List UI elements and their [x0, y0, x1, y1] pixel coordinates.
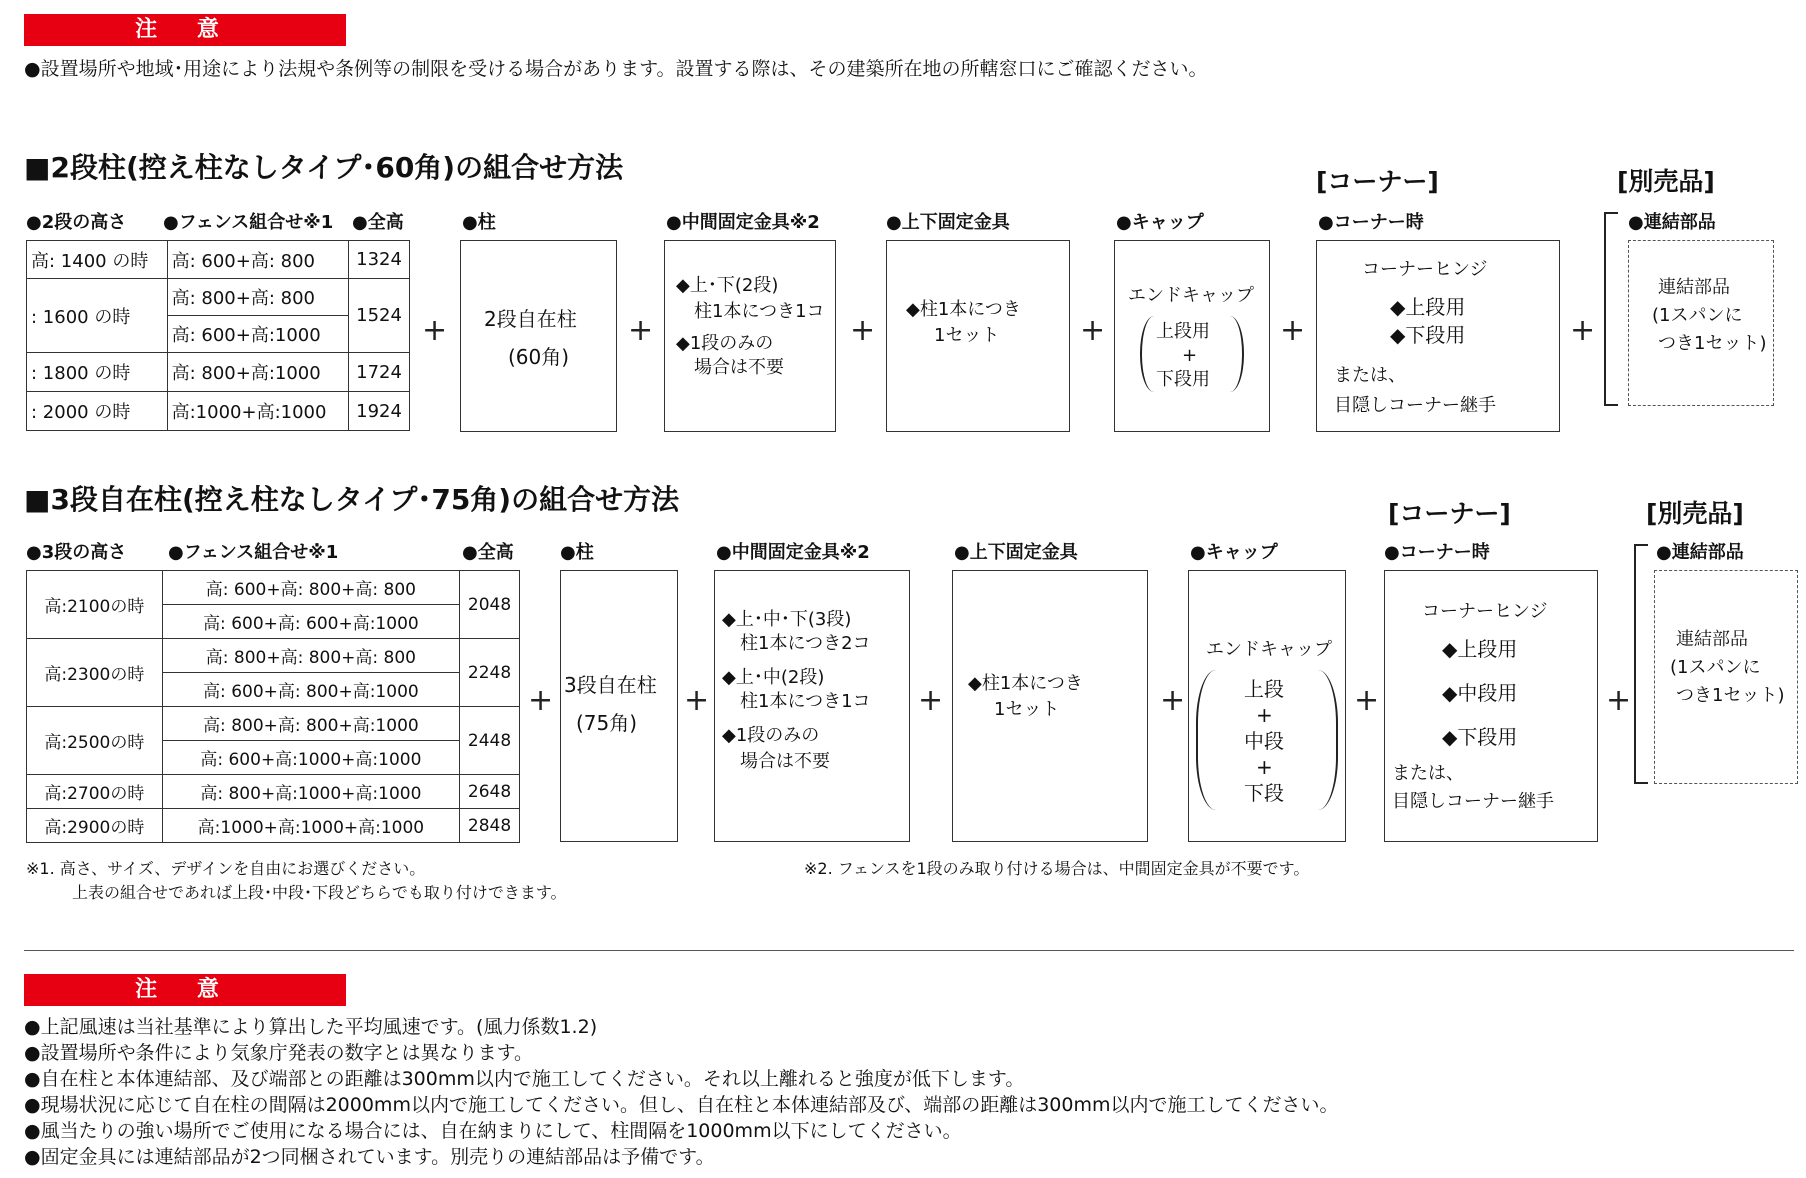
- mid-box-l6: 場合は不要: [740, 751, 830, 772]
- link-box-l3: つき1セット): [1676, 685, 1785, 706]
- section2-corner-heading: [コーナー]: [1316, 167, 1439, 196]
- corner-box-l3: ◆下段用: [1442, 725, 1518, 749]
- mid-box-l2: 柱1本につき2コ: [740, 633, 871, 654]
- link-bracket: [1604, 212, 1618, 406]
- table-row: [27, 241, 410, 279]
- post-box: [460, 240, 617, 432]
- table-row: [27, 775, 520, 809]
- fence-cell: 高: 600+高:1000+高:1000: [162, 741, 459, 775]
- label-corner: ●コーナー時: [1318, 212, 1424, 233]
- table-row: [27, 353, 410, 392]
- mid-box-l5: ◆1段のみの: [722, 725, 820, 746]
- notice-line: ●自在柱と本体連結部、及び端部との距離は300mm以内で施工してください。それ以上離れると強度が低下します。: [24, 1068, 1025, 1090]
- fence-cell: 高: 800+高: 800+高: 800: [162, 639, 459, 673]
- corner-box-l3: または、: [1334, 365, 1406, 386]
- table-row: [27, 707, 520, 741]
- link-box-l3: つき1セット): [1658, 333, 1767, 354]
- mid-box-l4: 場合は不要: [694, 357, 784, 378]
- footnote-1b: 上表の組合せであれば上段･中段･下段どちらでも取り付けできます。: [72, 883, 567, 902]
- updown-box-l2: 1セット: [934, 325, 1000, 346]
- label-corner: ●コーナー時: [1384, 542, 1490, 563]
- label-updown-bracket: ●上下固定金具: [886, 212, 1010, 233]
- total-cell: 2248: [460, 639, 520, 707]
- notice-line: ●現場状況に応じて自在柱の間隔は2000mm以内で施工してください。但し、自在柱と本体連結部及び、端部の距離は300mm以内で施工してください。: [24, 1094, 1339, 1116]
- plus-sign: +: [1080, 313, 1106, 348]
- mid-box-l3: ◆上･中(2段): [722, 667, 825, 688]
- section3-combo-table: [26, 570, 520, 843]
- height-cell: 高:2500の時: [27, 707, 163, 775]
- total-cell: 1724: [349, 353, 410, 392]
- mid-box-l3: ◆1段のみの: [676, 333, 774, 354]
- height-cell: : 1800 の時: [27, 353, 168, 392]
- fence-cell: 高: 600+高:1000: [167, 316, 349, 353]
- table-row: [27, 639, 520, 673]
- label-fence: ●フェンス組合せ※1: [168, 542, 339, 563]
- post-box: [560, 570, 678, 842]
- corner-box-title: コーナーヒンジ: [1422, 601, 1548, 622]
- plus-sign: +: [1280, 313, 1306, 348]
- fence-cell: 高: 800+高:1000+高:1000: [162, 775, 459, 809]
- corner-box-l1: ◆上段用: [1390, 295, 1466, 319]
- plus-sign: +: [684, 683, 710, 718]
- link-box-l2: (1スパンに: [1670, 657, 1761, 678]
- height-cell: 高:2900の時: [27, 809, 163, 843]
- updown-box-l1: ◆柱1本につき: [968, 673, 1083, 694]
- cap-box-l4: +: [1256, 755, 1273, 779]
- label-post: ●柱: [560, 542, 594, 563]
- section3-corner-heading: [コーナー]: [1388, 499, 1511, 528]
- section2-combo-table: [26, 240, 410, 431]
- table-row: [27, 279, 410, 316]
- label-height: ●2段の高さ: [26, 212, 127, 233]
- corner-box-l1: ◆上段用: [1442, 637, 1518, 661]
- footnote-1a: ※1. 高さ、サイズ、デザインを自由にお選びください。: [26, 859, 426, 878]
- fence-cell: 高: 800+高: 800+高:1000: [162, 707, 459, 741]
- corner-box-title: コーナーヒンジ: [1362, 259, 1488, 280]
- link-bracket: [1634, 544, 1648, 784]
- plus-sign: +: [1160, 683, 1186, 718]
- footnote-2: ※2. フェンスを1段のみ取り付ける場合は、中間固定金具が不要です。: [804, 859, 1310, 878]
- fence-cell: 高: 600+高: 600+高:1000: [162, 605, 459, 639]
- plus-sign: +: [528, 683, 554, 718]
- post-box-line1: 3段自在柱: [564, 673, 657, 697]
- notice-line: ●風当たりの強い場所でご使用になる場合には、自在納まりにして、柱間隔を1000mm以下にしてください。: [24, 1120, 962, 1142]
- height-cell: 高:2300の時: [27, 639, 163, 707]
- notice-banner-top: 注 意: [24, 14, 346, 46]
- label-post: ●柱: [462, 212, 496, 233]
- cap-box-title: エンドキャップ: [1128, 285, 1254, 306]
- height-cell: 高:2700の時: [27, 775, 163, 809]
- link-box-l2: (1スパンに: [1652, 305, 1743, 326]
- height-cell: 高: 1400 の時: [27, 241, 168, 279]
- mid-box-l2: 柱1本につき1コ: [694, 301, 825, 322]
- notice-line: ●上記風速は当社基準により算出した平均風速です。(風力係数1.2): [24, 1016, 598, 1038]
- corner-box-l4: または、: [1392, 763, 1464, 784]
- corner-box-l5: 目隠しコーナー継手: [1392, 791, 1554, 812]
- cap-box-l2: +: [1256, 703, 1273, 727]
- plus-sign: +: [1354, 683, 1380, 718]
- label-updown-bracket: ●上下固定金具: [954, 542, 1078, 563]
- fence-cell: 高: 800+高: 800: [167, 279, 349, 316]
- plus-sign: +: [918, 683, 944, 718]
- total-cell: 1324: [349, 241, 410, 279]
- notice-line-top: ●設置場所や地域･用途により法規や条例等の制限を受ける場合があります。設置する際は、その建築所在地の所轄窓口にご確認ください。: [24, 58, 1208, 80]
- post-box-line1: 2段自在柱: [484, 307, 577, 331]
- height-cell: : 2000 の時: [27, 392, 168, 431]
- plus-sign: +: [1570, 313, 1596, 348]
- height-cell: 高:2100の時: [27, 571, 163, 639]
- post-box-line2: (60角): [508, 345, 570, 369]
- cap-box-l1: 上段用: [1156, 321, 1210, 342]
- label-cap: ●キャップ: [1190, 542, 1278, 563]
- label-total: ●全高: [352, 212, 404, 233]
- label-total: ●全高: [462, 542, 514, 563]
- table-row: [27, 809, 520, 843]
- plus-sign: +: [628, 313, 654, 348]
- label-fence: ●フェンス組合せ※1: [163, 212, 334, 233]
- plus-sign: +: [850, 313, 876, 348]
- notice-line: ●設置場所や条件により気象庁発表の数字とは異なります。: [24, 1042, 534, 1064]
- mid-box-l1: ◆上･中･下(3段): [722, 609, 852, 630]
- total-cell: 2648: [460, 775, 520, 809]
- updown-box-l2: 1セット: [994, 699, 1060, 720]
- total-cell: 2448: [460, 707, 520, 775]
- section2-heading: ■2段柱(控え柱なしタイプ･60角)の組合せ方法: [24, 151, 624, 184]
- mid-box-l4: 柱1本につき1コ: [740, 691, 871, 712]
- post-box-line2: (75角): [576, 711, 638, 735]
- cap-box-l3: 中段: [1244, 729, 1284, 753]
- updown-box-l1: ◆柱1本につき: [906, 299, 1021, 320]
- total-cell: 1924: [349, 392, 410, 431]
- cap-box-l3: 下段用: [1156, 369, 1210, 390]
- label-link: ●連結部品: [1656, 542, 1744, 563]
- fence-cell: 高: 600+高: 800: [167, 241, 349, 279]
- notice-banner-bottom: 注 意: [24, 974, 346, 1006]
- cap-box-title: エンドキャップ: [1206, 639, 1332, 660]
- divider: [24, 950, 1794, 951]
- section2-separate-heading: [別売品]: [1617, 167, 1715, 196]
- label-height: ●3段の高さ: [26, 542, 127, 563]
- fence-cell: 高: 600+高: 800+高:1000: [162, 673, 459, 707]
- label-mid-bracket: ●中間固定金具※2: [716, 542, 870, 563]
- corner-box-l2: ◆下段用: [1390, 323, 1466, 347]
- fence-cell: 高:1000+高:1000+高:1000: [162, 809, 459, 843]
- plus-sign: +: [422, 313, 448, 348]
- link-box-l1: 連結部品: [1676, 629, 1748, 650]
- corner-box-l2: ◆中段用: [1442, 681, 1518, 705]
- cap-box-l2: +: [1182, 345, 1198, 366]
- corner-box-l4: 目隠しコーナー継手: [1334, 395, 1496, 416]
- table-row: [27, 392, 410, 431]
- section3-separate-heading: [別売品]: [1646, 499, 1744, 528]
- table-row: [27, 571, 520, 605]
- cap-box-l5: 下段: [1244, 781, 1284, 805]
- total-cell: 2048: [460, 571, 520, 639]
- cap-box-l1: 上段: [1244, 677, 1284, 701]
- label-mid-bracket: ●中間固定金具※2: [666, 212, 820, 233]
- fence-cell: 高:1000+高:1000: [167, 392, 349, 431]
- notice-line: ●固定金具には連結部品が2つ同梱されています。別売りの連結部品は予備です。: [24, 1146, 715, 1168]
- total-cell: 2848: [460, 809, 520, 843]
- height-cell: : 1600 の時: [27, 279, 168, 353]
- fence-cell: 高: 600+高: 800+高: 800: [162, 571, 459, 605]
- link-box-l1: 連結部品: [1658, 277, 1730, 298]
- section3-heading: ■3段自在柱(控え柱なしタイプ･75角)の組合せ方法: [24, 483, 680, 516]
- label-link: ●連結部品: [1628, 212, 1716, 233]
- plus-sign: +: [1606, 683, 1632, 718]
- fence-cell: 高: 800+高:1000: [167, 353, 349, 392]
- label-cap: ●キャップ: [1116, 212, 1204, 233]
- mid-box-l1: ◆上･下(2段): [676, 275, 779, 296]
- total-cell: 1524: [349, 279, 410, 353]
